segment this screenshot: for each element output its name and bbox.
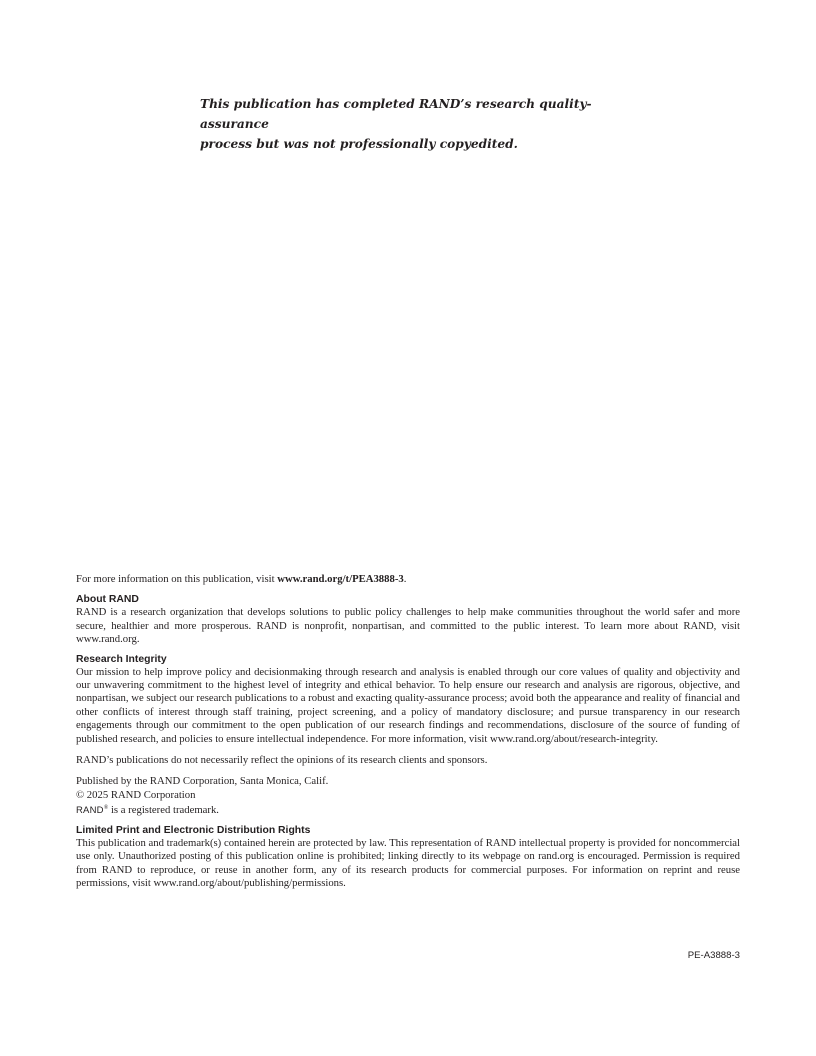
qa-notice-line-2: process but was not professionally copyedited. [200,137,518,151]
more-info-suffix: . [403,573,407,585]
copyright-text: © 2025 RAND Corporation [76,788,196,801]
trademark-text: is a registered trademark. [108,804,219,817]
rand-wordmark: RAND [76,805,104,817]
publication-info-block [76,573,740,890]
research-integrity-body: Our mission to help improve policy and decisionmaking through research and analysis is enabled through our core values of quality and objectivity and our unwavering commitment to the highest level of integrity and ethical behavior. To help ensure our research and analysis are rigorous, objective, and nonpartisan, we subject our research publications to a robust and exacting quality-assurance process; avoid both the appearance and reality of financial and other conflicts of interest through staff training, project screening, and a policy of mandatory disclosure; and pursue transparency in our research engagements through our commitment to the open publication of our research findings and recommendations, disclosure of the source of funding of published research, and policies to ensure intellectual independence. For more information, visit www.rand.org/about/research-integrity. [76,665,740,745]
about-rand-body: RAND is a research organization that develops solutions to public policy challenges to help make communities throughout the world safer and more secure, healthier and more prosperous. RAND is nonprofit, nonpartisan, and committed to the public interest. To learn more about RAND, visit www.rand.org. [76,606,740,646]
published-by-text: Published by the RAND Corporation, Santa Monica, Calif. [76,775,329,788]
more-info-prefix: For more information on this publication, visit [76,573,278,585]
publication-link[interactable]: www.rand.org/t/PEA3888-3 [277,573,404,585]
distribution-rights-body: This publication and trademark(s) contained herein are protected by law. This representation of RAND intellectual property is provided for noncommercial use only. Unauthorized posting of this publication online is prohibited; linking directly to its webpage on rand.org is encouraged. Permission is required from RAND to reproduce, or reuse in another form, any of its research products for commercial purposes. For information on reprint and reuse permissions, visit www.rand.org/about/publishing/permissions. [76,836,740,889]
research-integrity-heading: Research Integrity [76,653,167,665]
distribution-rights-heading: Limited Print and Electronic Distribution Rights [76,824,311,836]
document-number: PE-A3888-3 [687,950,740,961]
qa-notice-line-1: This publication has completed RAND’s research quality-assurance [200,97,592,131]
quality-assurance-notice [200,94,640,154]
trademark-line [76,802,740,817]
disclaimer-text: RAND’s publications do not necessarily reflect the opinions of its research clients and sponsors. [76,754,488,767]
registered-symbol: ® [103,805,109,812]
more-info-line [76,573,740,586]
about-rand-heading: About RAND [76,594,139,606]
